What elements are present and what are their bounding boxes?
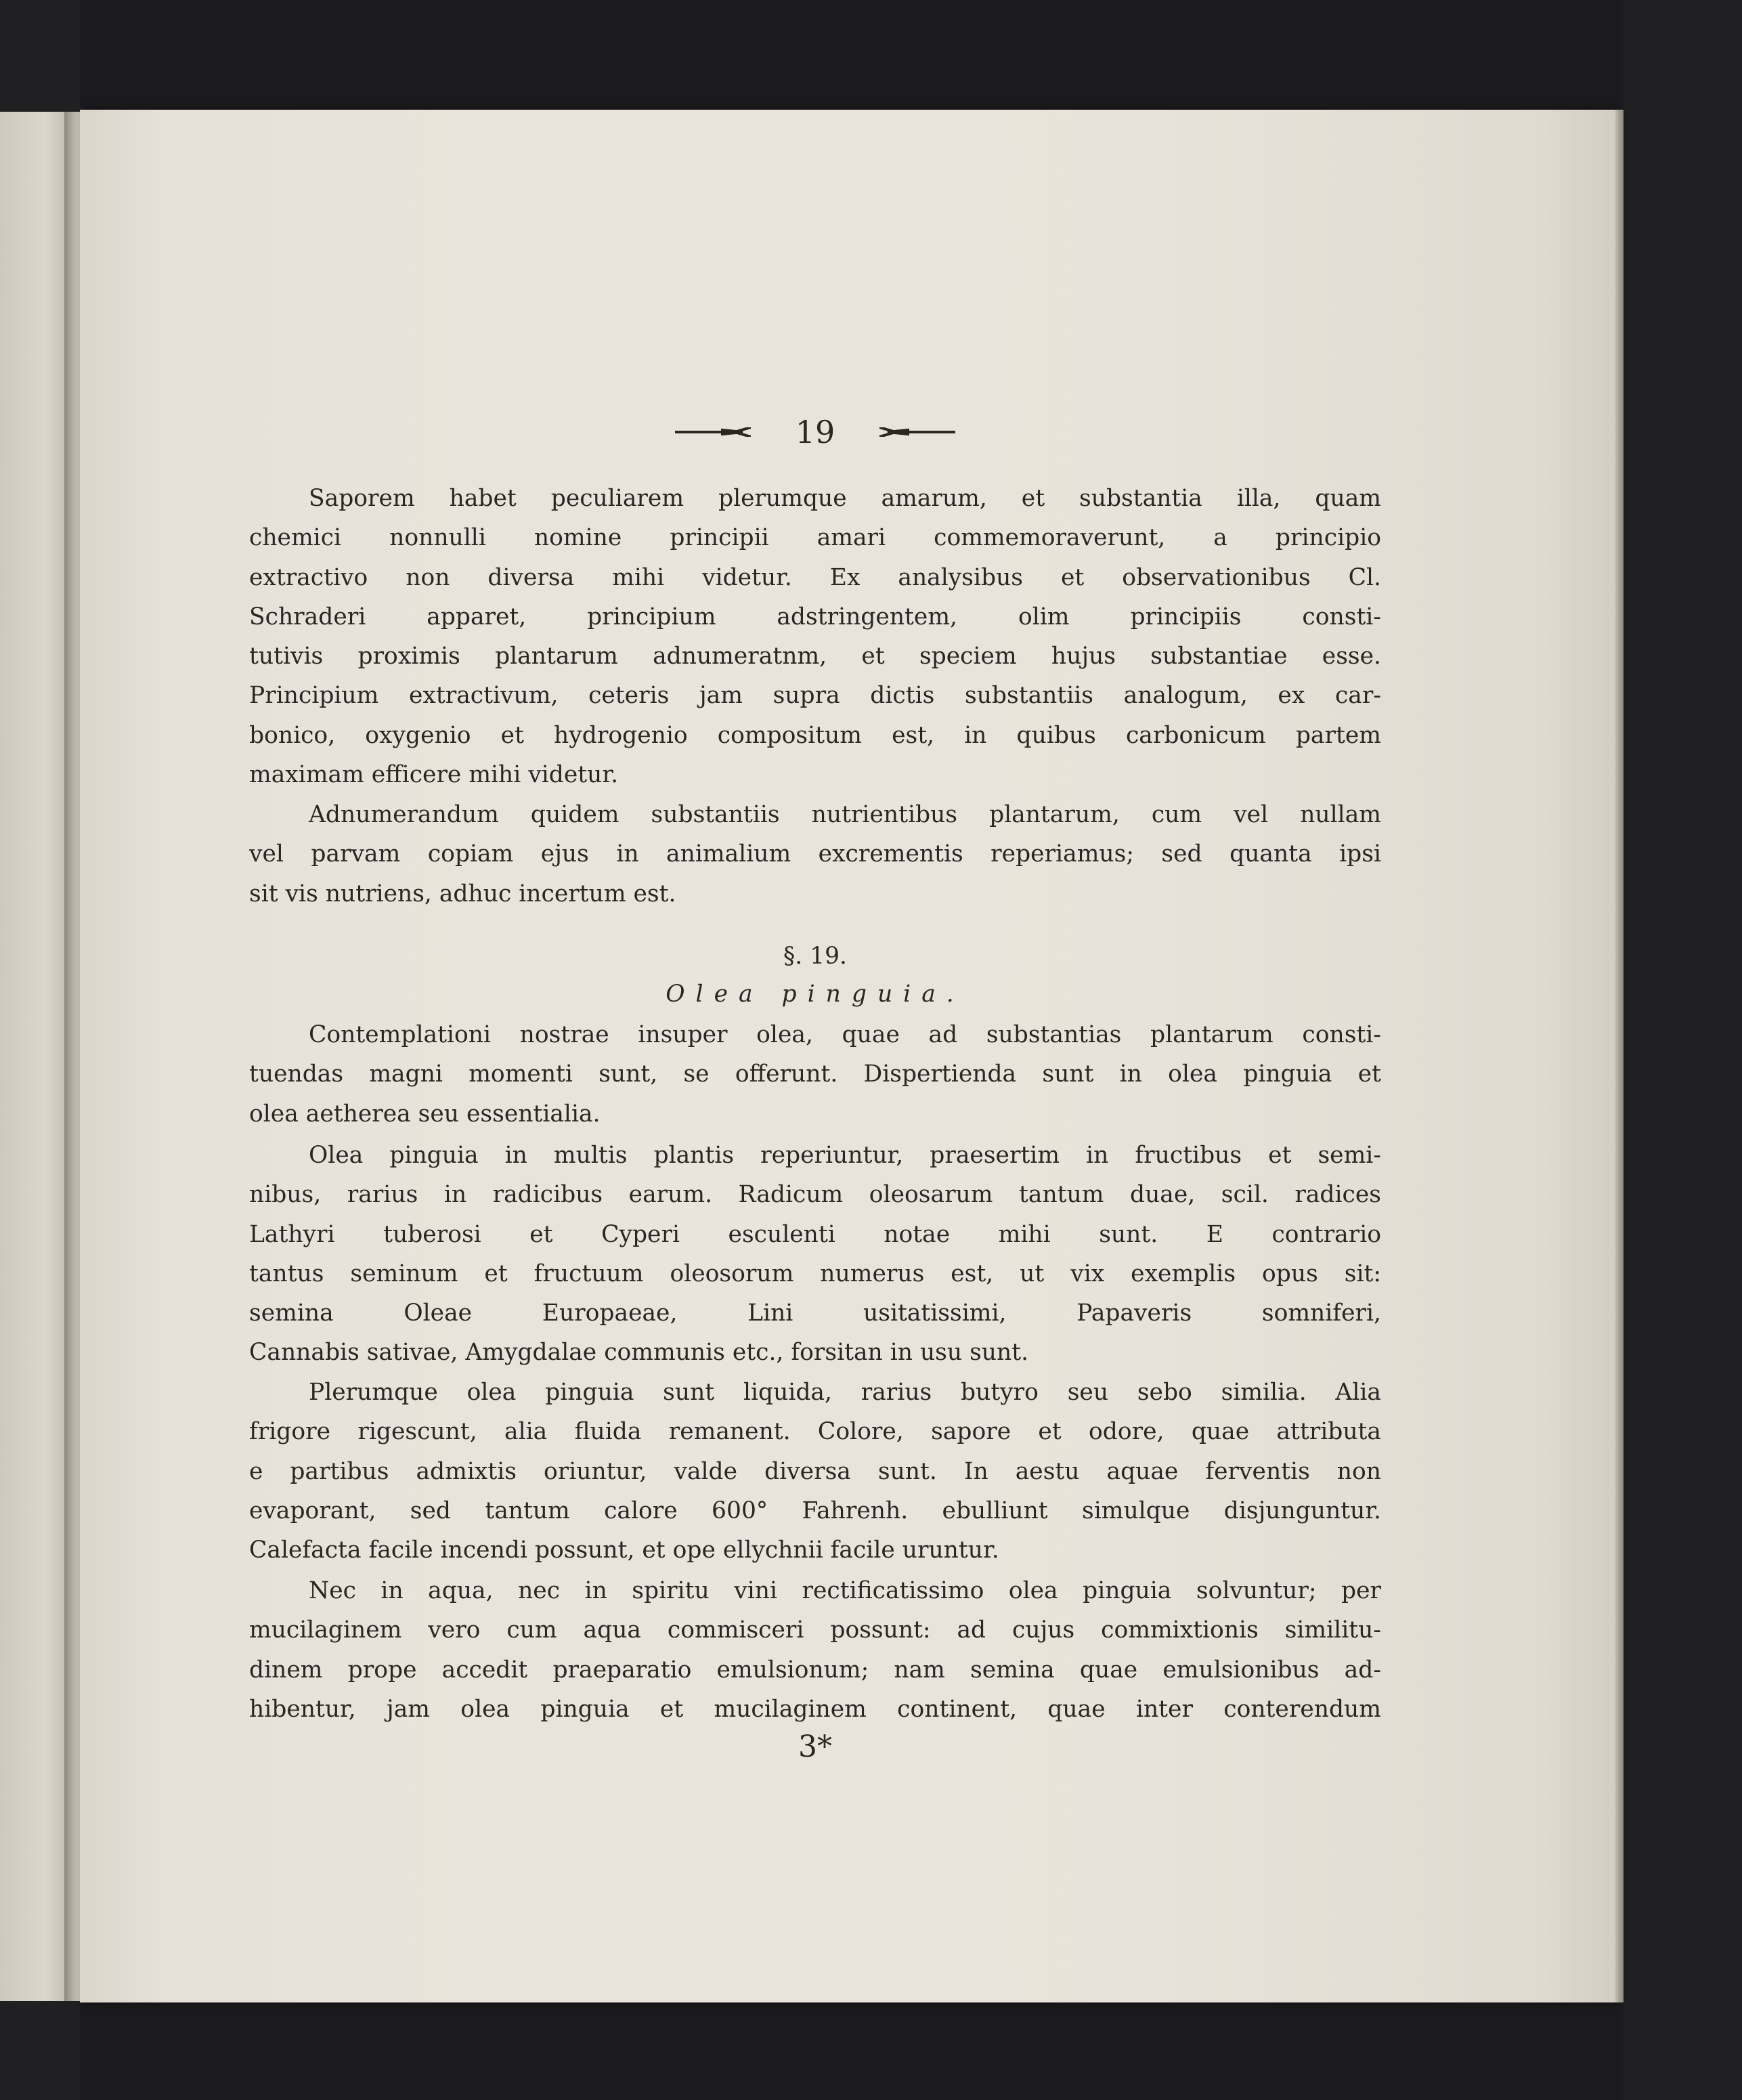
background-right [1624, 0, 1742, 2100]
text-line: Nec in aqua, nec in spiritu vini rectificatissimo olea pinguia solvuntur; per [309, 1577, 1381, 1604]
paragraph-5 [249, 1373, 1381, 1570]
text-line: Lathyri tuberosi et Cyperi esculenti notae mihi sunt. E contrario [249, 1220, 1381, 1248]
paragraph-4 [249, 1136, 1381, 1373]
paragraph-6 [249, 1571, 1381, 1729]
text-line: tutivis proximis plantarum adnumeratnm, et speciem hujus substantiae esse. [249, 643, 1381, 670]
text-line: vel parvam copiam ejus in animalium excrementis reperiamus; sed quanta ipsi [249, 840, 1381, 868]
text-line: olea aetherea seu essentialia. [249, 1100, 601, 1128]
paragraph-2 [249, 795, 1381, 914]
running-head [249, 408, 1381, 456]
text-line: Plerumque olea pinguia sunt liquida, rarius butyro seu sebo similia. Alia [309, 1379, 1381, 1406]
text-line: frigore rigescunt, alia fluida remanent. Colore, sapore et odore, quae attributa [249, 1418, 1381, 1446]
text-line: mucilaginem vero cum aqua commisceri possunt: ad cujus commixtionis similitu- [249, 1616, 1381, 1644]
text-line: hibentur, jam olea pinguia et mucilaginem continent, quae inter conterendum [249, 1695, 1381, 1723]
text-line: Saporem habet peculiarem plerumque amarum, et substantia illa, quam [309, 485, 1381, 512]
ornament-right-rule [879, 427, 955, 437]
text-line: Cannabis sativae, Amygdalae communis etc., forsitan in usu sunt. [249, 1339, 1029, 1367]
text-line: Schraderi apparet, principium adstringentem, olim principiis consti- [249, 603, 1381, 630]
text-line: Olea pinguia in multis plantis reperiuntur, praesertim in fructibus et semi- [309, 1142, 1381, 1169]
text-line: nibus, rarius in radicibus earum. Radicum oleosarum tantum duae, scil. radices [249, 1181, 1381, 1209]
text-line: dinem prope accedit praeparatio emulsionum; nam semina quae emulsionibus ad- [249, 1656, 1381, 1684]
signature-mark: 3* [798, 1730, 832, 1764]
paragraph-3 [249, 1015, 1381, 1134]
section-title: Olea pinguia. [666, 981, 965, 1008]
text-line: tantus seminum et fructuum oleosorum numerus est, ut vix exemplis opus sit: [249, 1260, 1381, 1287]
text-line: Contemplationi nostrae insuper olea, quae ad substantias plantarum consti- [309, 1021, 1381, 1048]
text-line: sit vis nutriens, adhuc incertum est. [249, 880, 676, 907]
page-number: 19 [795, 414, 835, 450]
page-fore-edge [1615, 110, 1624, 2002]
text-line: evaporant, sed tantum calore 600° Fahrenh. ebulliunt simulque disjunguntur. [249, 1497, 1381, 1524]
text-line: extractivo non diversa mihi videtur. Ex analysibus et observationibus Cl. [249, 563, 1381, 591]
text-line: tuendas magni momenti sunt, se offerunt. Dispertienda sunt in olea pinguia et [249, 1060, 1381, 1088]
text-line: Calefacta facile incendi possunt, et ope ellychnii facile uruntur. [249, 1537, 999, 1564]
book-page [80, 110, 1615, 2002]
text-line: e partibus admixtis oriuntur, valde diversa sunt. In aestu aquae ferventis non [249, 1457, 1381, 1485]
paragraph-1 [249, 479, 1381, 794]
text-line: maximam efficere mihi videtur. [249, 761, 619, 789]
text-line: chemici nonnulli nomine principii amari commemoraverunt, a principio [249, 524, 1381, 552]
text-line: semina Oleae Europaeae, Lini usitatissimi, Papaveris somniferi, [249, 1300, 1381, 1327]
text-line: Principium extractivum, ceteris jam supra dictis substantiis analogum, ex car- [249, 682, 1381, 710]
ornament-left-rule [675, 427, 751, 437]
text-line: Adnumerandum quidem substantiis nutrientibus plantarum, cum vel nullam [309, 801, 1381, 828]
text-line: bonico, oxygenio et hydrogenio compositum est, in quibus carbonicum partem [249, 721, 1381, 749]
section-number: §. 19. [783, 943, 848, 970]
